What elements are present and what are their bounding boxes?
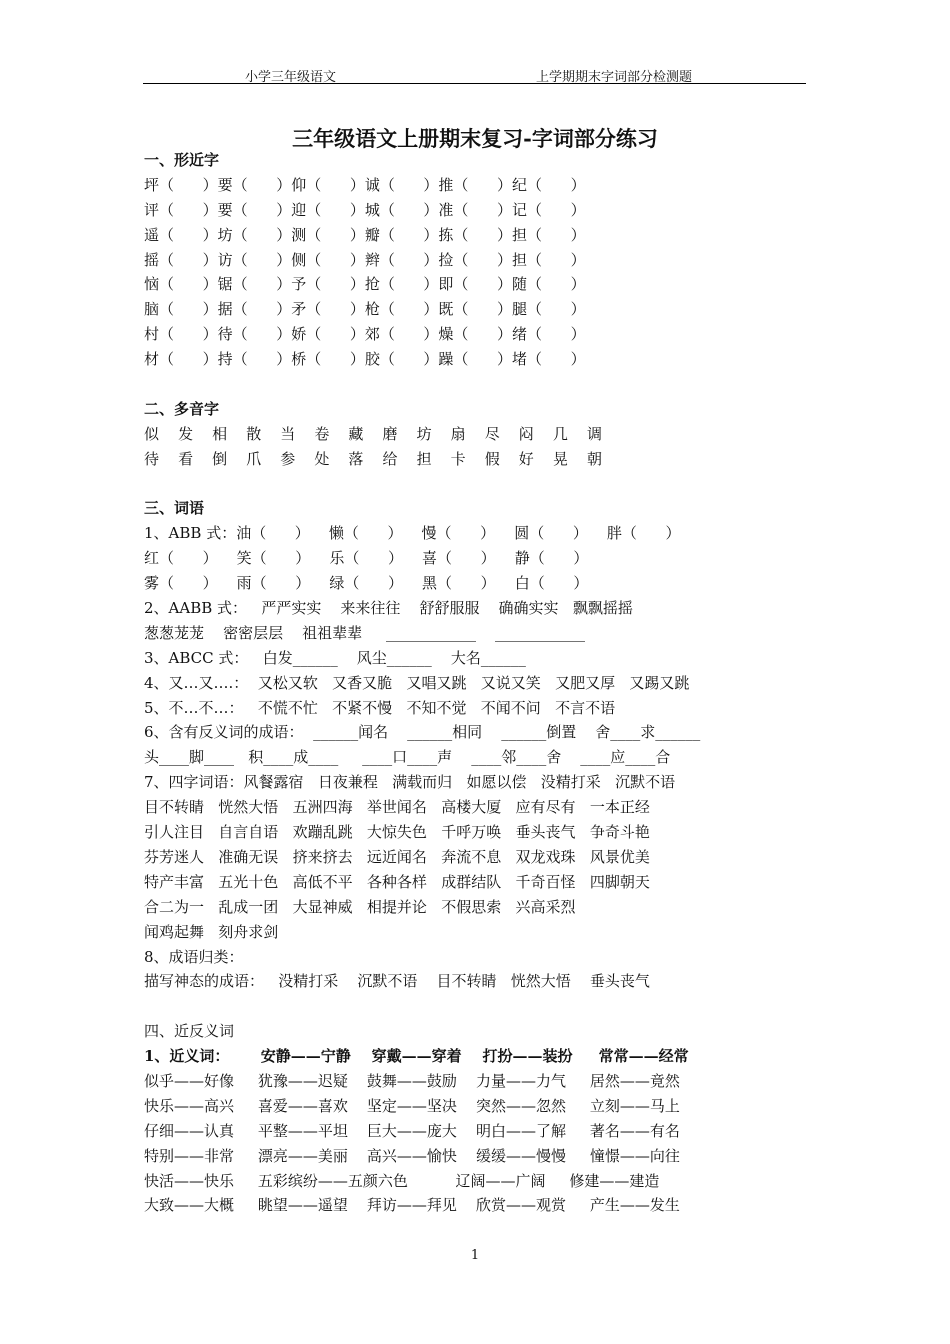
text-line: 6、含有反义词的成语： ______闻名 ______相同 ______倒置 舍____求______ — [144, 723, 701, 742]
text-line: 特产丰富 五光十色 高低不平 各种各样 成群结队 千奇百怪 四脚朝天 — [144, 872, 650, 891]
text-line: 似 发 相 散 当 卷 藏 磨 坊 扇 尽 闷 几 调 — [144, 424, 602, 443]
text-line: 恼（ ）锯（ ）予（ ）抢（ ）即（ ）随（ ） — [144, 275, 586, 294]
text-line: 四、近反义词 — [144, 1022, 235, 1041]
text-line: 遥（ ）坊（ ）测（ ）瓣（ ）拣（ ）担（ ） — [144, 225, 586, 244]
text-line: 红（ ） 笑（ ） 乐（ ） 喜（ ） 静（ ） — [144, 549, 589, 568]
text-line: 葱葱茏茏 密密层层 祖祖辈辈 ____________ ____________ — [144, 623, 586, 642]
text-line: 似乎——好像 犹豫——迟疑 鼓舞——鼓励 力量——力气 居然——竟然 — [144, 1071, 680, 1090]
text-line: 描写神态的成语： 没精打采 沉默不语 目不转睛 恍然大悟 垂头丧气 — [144, 972, 650, 991]
text-line: 村（ ）待（ ）娇（ ）郊（ ）燥（ ）绪（ ） — [144, 325, 586, 344]
text-line: 芬芳迷人 准确无误 挤来挤去 远近闻名 奔流不息 双龙戏珠 风景优美 — [144, 847, 650, 866]
text-line: 8、成语归类： — [144, 947, 244, 966]
text-line — [144, 372, 804, 397]
text-line: 头____脚____ 积____成____ ____口____声 ____邻____舍 ____应____合 — [144, 748, 671, 767]
text-line: 2、AABB 式： 严严实实 来来往往 舒舒服服 确确实实 飘飘摇摇 — [144, 599, 633, 618]
text-line: 目不转睛 恍然大悟 五洲四海 举世闻名 高楼大厦 应有尽有 一本正经 — [144, 798, 650, 817]
text-line: 7、四字词语：风餐露宿 日夜兼程 满载而归 如愿以偿 没精打采 沉默不语 — [144, 773, 676, 792]
text-line: 5、不…不…： 不慌不忙 不紧不慢 不知不觉 不闻不问 不言不语 — [144, 698, 616, 717]
text-line: 材（ ）持（ ）桥（ ）胶（ ）躁（ ）堵（ ） — [144, 350, 586, 369]
header-exam-title: 上学期期末字词部分检测题 — [536, 70, 693, 85]
section-heading: 二、多音字 — [144, 399, 220, 418]
text-line — [144, 472, 804, 497]
header-subject: 小学三年级语文 — [245, 70, 337, 85]
text-line: 评（ ）要（ ）迎（ ）城（ ）准（ ）记（ ） — [144, 200, 586, 219]
text-line: 快乐——高兴 喜爱——喜欢 坚定——坚决 突然——忽然 立刻——马上 — [144, 1096, 680, 1115]
text-line: 引人注目 自言自语 欢蹦乱跳 大惊失色 千呼万唤 垂头丧气 争奇斗艳 — [144, 823, 650, 842]
text-line: 特别——非常 漂亮——美丽 高兴——愉快 缓缓——慢慢 憧憬——向往 — [144, 1146, 680, 1165]
text-line: 快活——快乐 五彩缤纷——五颜六色 辽阔——广阔 修建——建造 — [144, 1171, 660, 1190]
header-divider — [143, 83, 806, 84]
section-heading: 三、词语 — [144, 499, 205, 518]
text-line: 待 看 倒 爪 参 处 落 给 担 卡 假 好 晃 朝 — [144, 449, 602, 468]
text-line: 摇（ ）访（ ）侧（ ）辫（ ）捡（ ）担（ ） — [144, 250, 586, 269]
text-line — [144, 994, 804, 1019]
text-line: 4、又…又….： 又松又软 又香又脆 又唱又跳 又说又笑 又肥又厚 又踢又跳 — [144, 673, 690, 692]
page-title: 三年级语文上册期末复习-字词部分练习 — [292, 126, 658, 151]
section-heading: 一、形近字 — [144, 151, 220, 169]
section-heading: 1、近义词： 安静——宁静 穿戴——穿着 打扮——装扮 常常——经常 — [144, 1047, 689, 1066]
text-line: 3、ABCC 式： 白发______ 风尘______ 大名______ — [144, 648, 526, 667]
text-line: 1、ABB 式：油（ ） 懒（ ） 慢（ ） 圆（ ） 胖（ ） — [144, 524, 681, 543]
text-line: 仔细——认真 平整——平坦 巨大——庞大 明白——了解 著名——有名 — [144, 1121, 680, 1140]
text-line: 大致——大概 眺望——遥望 拜访——拜见 欣赏——观赏 产生——发生 — [144, 1196, 680, 1215]
document-body — [144, 148, 804, 1218]
text-line: 闻鸡起舞 刻舟求剑 — [144, 922, 279, 941]
text-line: 合二为一 乱成一团 大显神威 相提并论 不假思索 兴高采烈 — [144, 897, 576, 916]
text-line: 脑（ ）据（ ）矛（ ）枪（ ）既（ ）腿（ ） — [144, 300, 586, 319]
text-line: 雾（ ） 雨（ ） 绿（ ） 黑（ ） 白（ ） — [144, 574, 589, 593]
page-number: 1 — [470, 1248, 480, 1263]
text-line: 坪（ ）要（ ）仰（ ）诚（ ）推（ ）纪（ ） — [144, 175, 586, 194]
